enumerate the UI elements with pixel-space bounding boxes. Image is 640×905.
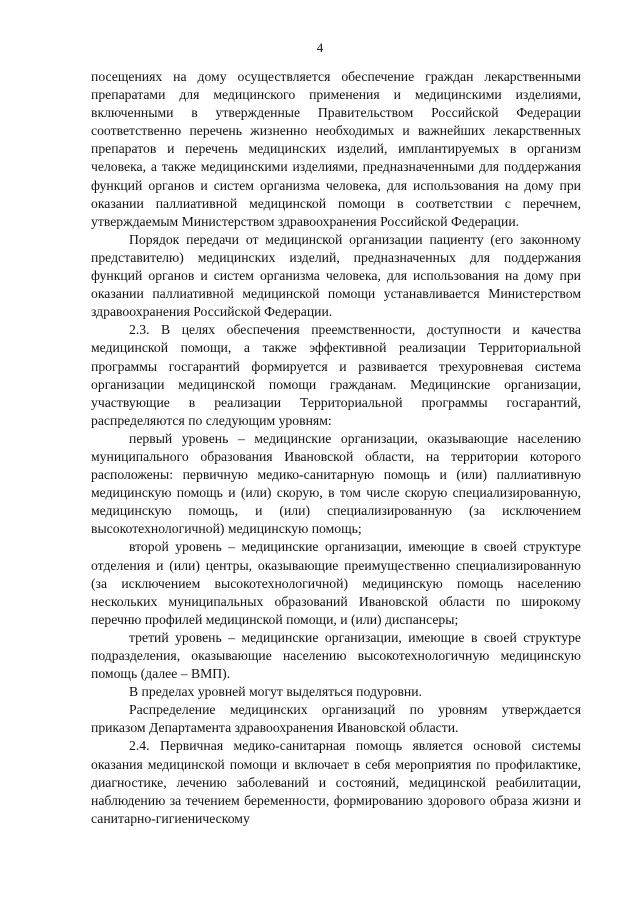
paragraph-sublevels: В пределах уровней могут выделяться подуровни. bbox=[129, 684, 422, 700]
paragraph-distribution: Распределение медицинских организаций по уровням утверждается приказом Департамента здравоохранения Ивановской области. bbox=[91, 702, 581, 736]
paragraph-first-level: первый уровень – медицинские организации, оказывающие населению муниципального образования Ивановской области, на территории которого расположены: первичную медико-санитарную помощь и (или) паллиативную медицинскую помощь и (или) скорую, в том числе скорую специализированную, медицинскую помощь, и (или) специализированную (за исключением высокотехнологичной) медицинскую помощь; bbox=[91, 430, 581, 537]
page-number: 4 bbox=[316, 40, 324, 55]
document-body bbox=[91, 68, 581, 828]
paragraph-second-level: второй уровень – медицинские организации, имеющие в своей структуре отделения и (или) центры, оказывающие преимущественно специализированную (за исключением высокотехнологичной) медицинскую помощь населению нескольких муниципальных образований Ивановской области по широкому перечню профилей медицинской помощи, и (или) диспансеры; bbox=[91, 539, 581, 627]
paragraph-transfer-procedure: Порядок передачи от медицинской организации пациенту (его законному представителю) медицинских изделий, предназначенных для поддержания функций органов и систем организма человека, для использования на дому при оказании паллиативной медицинской помощи устанавливается Министерством здравоохранения Российской Федерации. bbox=[91, 231, 581, 320]
paragraph-section-2-4: 2.4. Первичная медико-санитарная помощь является основой системы оказания медицинской помощи и включает в себя мероприятия по профилактике, диагностике, лечению заболеваний и состояний, медицинской реабилитации, наблюдению за течением беременности, формированию здорового образа жизни и санитарно-гигиеническому bbox=[91, 738, 581, 826]
paragraph-section-2-3: 2.3. В целях обеспечения преемственности, доступности и качества медицинской помощи, а также эффективной реализации Территориальной программы госгарантий формируется и развивается трехуровневая система организации медицинской помощи гражданам. Медицинские организации, участвующие в реализации Территориальной программы госгарантий, распределяются по следующим уровням: bbox=[91, 322, 581, 428]
paragraph-continuation: посещениях на дому осуществляется обеспечение граждан лекарственными препаратами для медицинского применения и медицинскими изделиями, включенными в утвержденные Правительством Российской Федерации соответственно перечень жизненно необходимых и важнейших лекарственных препаратов и перечень медицинских изделий, имплантируемых в организм человека, а также медицинскими изделиями, предназначенными для поддержания функций органов и систем организма человека, для использования на дому при оказании паллиативной медицинской помощи в соответствии с перечнем, утверждаемым Министерством здравоохранения Российской Федерации. bbox=[91, 69, 581, 229]
paragraph-third-level: третий уровень – медицинские организации, имеющие в своей структуре подразделения, оказывающие населению высокотехнологичную медицинскую помощь (далее – ВМП). bbox=[91, 629, 581, 682]
